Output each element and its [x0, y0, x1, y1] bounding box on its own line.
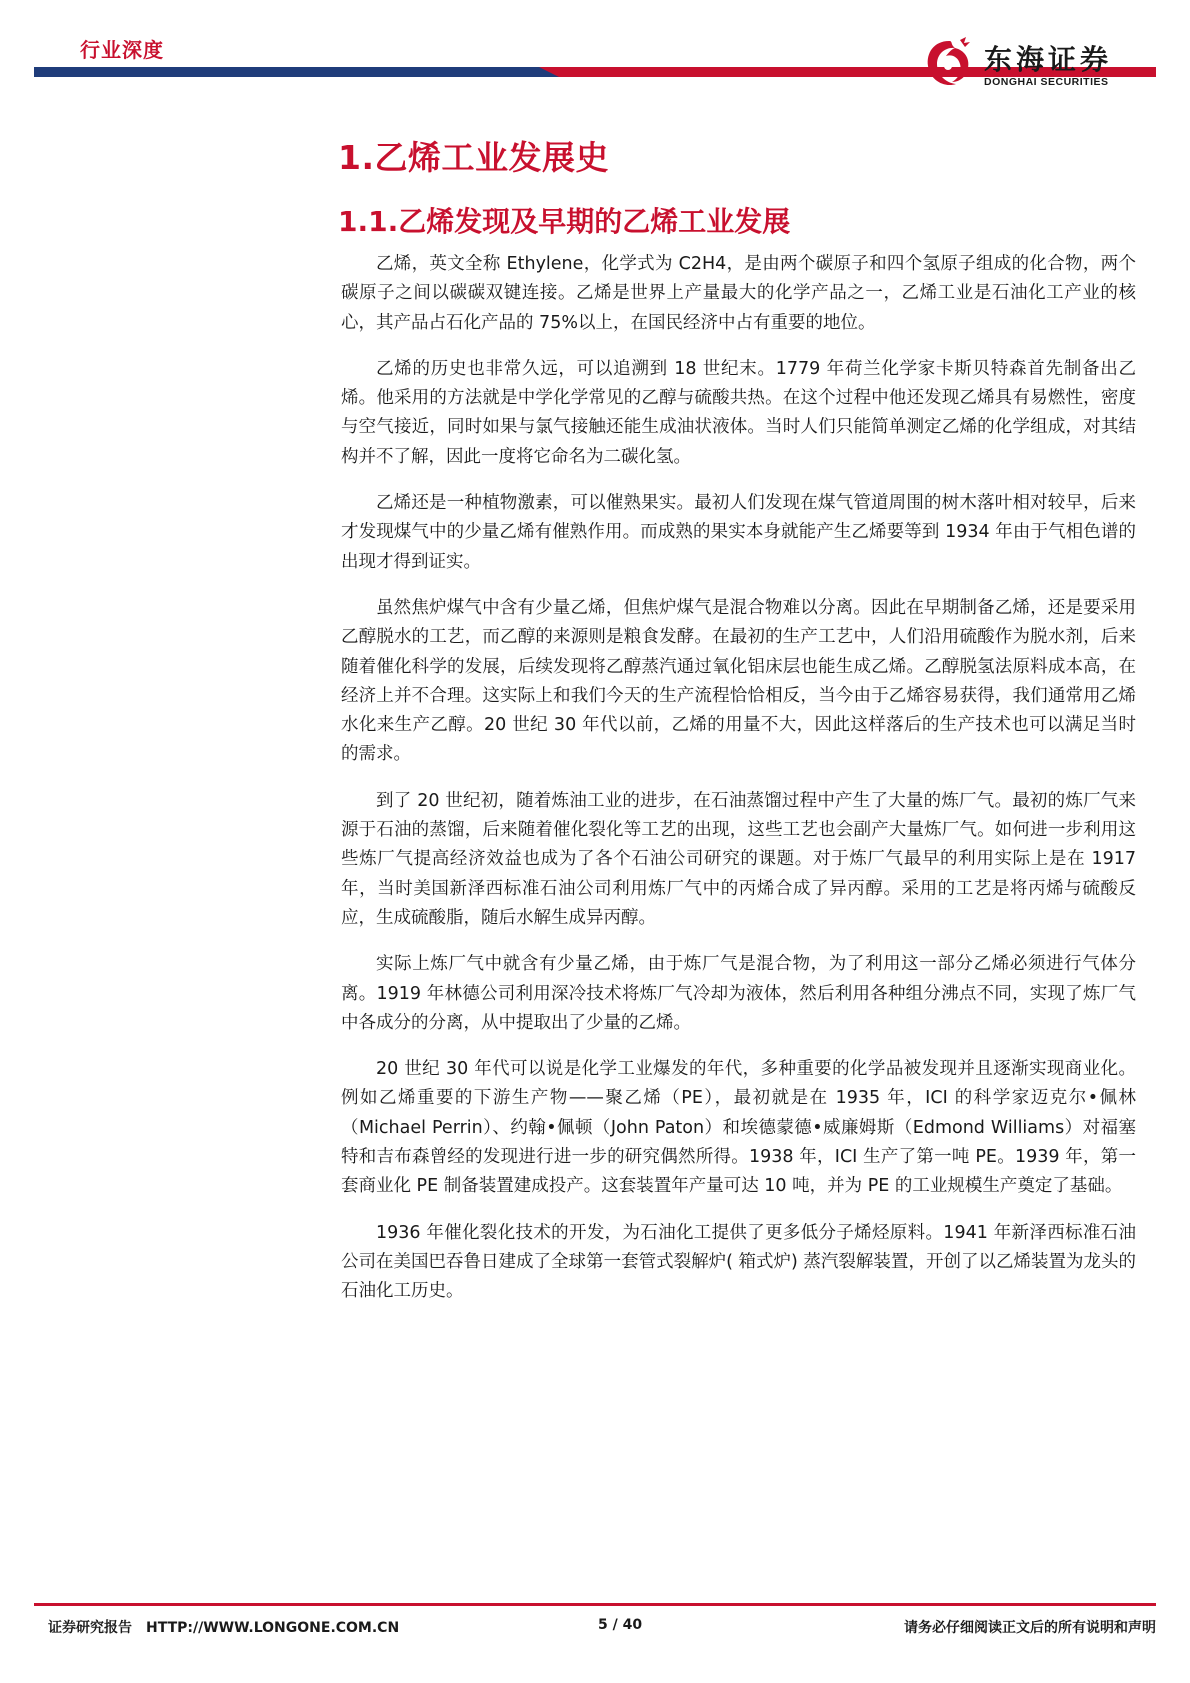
paragraph: 1936 年催化裂化技术的开发，为石油化工提供了更多低分子烯烃原料。1941 年新泽西标准石油公司在美国巴吞鲁日建成了全球第一套管式裂解炉( 箱式炉) 蒸汽裂解装置，开创了以乙烯装置为龙头的石油化工历史。	[341, 1222, 1136, 1302]
paragraph: 到了 20 世纪初，随着炼油工业的进步，在石油蒸馏过程中产生了大量的炼厂气。最初的炼厂气来源于石油的蒸馏，后来随着催化裂化等工艺的出现，这些工艺也会副产大量炼厂气。如何进一步利用这些炼厂气提高经济效益也成为了各个石油公司研究的课题。对于炼厂气最早的利用实际上是在 1917 年，当时美国新泽西标准石油公司利用炼厂气中的丙烯合成了异丙醇。采用的工艺是将丙烯与硫酸反应，生成硫酸脂，随后水解生成异丙醇。	[341, 790, 1136, 928]
paragraph: 虽然焦炉煤气中含有少量乙烯，但焦炉煤气是混合物难以分离。因此在早期制备乙烯，还是要采用乙醇脱水的工艺，而乙醇的来源则是粮食发酵。在最初的生产工艺中，人们沿用硫酸作为脱水剂，后来随着催化科学的发展，后续发现将乙醇蒸汽通过氧化铝床层也能生成乙烯。乙醇脱氢法原料成本高，在经济上并不合理。这实际上和我们今天的生产流程恰恰相反，当今由于乙烯容易获得，我们通常用乙烯水化来生产乙醇。20 世纪 30 年代以前，乙烯的用量不大，因此这样落后的生产技术也可以满足当时的需求。	[341, 597, 1136, 765]
footer-url-link[interactable]: HTTP://WWW.LONGONE.COM.CN	[146, 1620, 400, 1636]
paragraph: 乙烯的历史也非常久远，可以追溯到 18 世纪末。1779 年荷兰化学家卡斯贝特森首先制备出乙烯。他采用的方法就是中学化学常见的乙醇与硫酸共热。在这个过程中他还发现乙烯具有易燃性，密度与空气接近，同时如果与氯气接触还能生成油状液体。当时人们只能简单测定乙烯的化学组成，对其结构并不了解，因此一度将它命名为二碳化氢。	[341, 358, 1136, 467]
section-title: 1.乙烯工业发展史	[338, 138, 609, 177]
subsection-title: 1.1.乙烯发现及早期的乙烯工业发展	[338, 205, 791, 238]
footer-rule	[34, 1603, 1156, 1606]
header-bar-navy	[34, 67, 594, 77]
company-logo	[922, 36, 1162, 92]
logo-name-cn: 东海证券	[984, 43, 1113, 76]
paragraph: 20 世纪 30 年代可以说是化学工业爆发的年代，多种重要的化学品被发现并且逐渐实现商业化。例如乙烯重要的下游生产物——聚乙烯（PE），最初就是在 1935 年，ICI 的科学家迈克尔•佩林（Michael Perrin）、约翰•佩顿（John Paton）和埃德蒙德•威廉姆斯（Edmond Williams）对福塞特和吉布森曾经的发现进行进一步的研究偶然所得。1938 年，ICI 生产了第一吨 PE。1939 年，第一套商业化 PE 制备装置建成投产。这套装置年产量可达 10 吨，并为 PE 的工业规模生产奠定了基础。	[341, 1059, 1136, 1197]
paragraph: 实际上炼厂气中就含有少量乙烯，由于炼厂气是混合物，为了利用这一部分乙烯必须进行气体分离。1919 年林德公司利用深冷技术将炼厂气冷却为液体，然后利用各种组分沸点不同，实现了炼厂气中各成分的分离，从中提取出了少量的乙烯。	[341, 954, 1136, 1033]
logo-name-en: DONGHAI SECURITIES	[984, 76, 1109, 88]
footer-disclaimer: 请务必仔细阅读正文后的所有说明和声明	[904, 1620, 1156, 1636]
body-text	[341, 250, 1136, 1324]
footer-label: 证券研究报告	[48, 1620, 132, 1636]
page-number: 5 / 40	[598, 1617, 643, 1633]
report-type-tag: 行业深度	[80, 38, 164, 62]
page-footer	[48, 1617, 1156, 1639]
paragraph: 乙烯还是一种植物激素，可以催熟果实。最初人们发现在煤气管道周围的树木落叶相对较早，后来才发现煤气中的少量乙烯有催熟作用。而成熟的果实本身就能产生乙烯要等到 1934 年由于气相色谱的出现才得到证实。	[341, 493, 1136, 572]
dragon-logo-icon	[922, 36, 976, 92]
paragraph: 乙烯，英文全称 Ethylene，化学式为 C2H4，是由两个碳原子和四个氢原子组成的化合物，两个碳原子之间以碳碳双键连接。乙烯是世界上产量最大的化学产品之一，乙烯工业是石油化工产业的核心，其产品占石化产品的 75%以上，在国民经济中占有重要的地位。	[341, 254, 1136, 333]
